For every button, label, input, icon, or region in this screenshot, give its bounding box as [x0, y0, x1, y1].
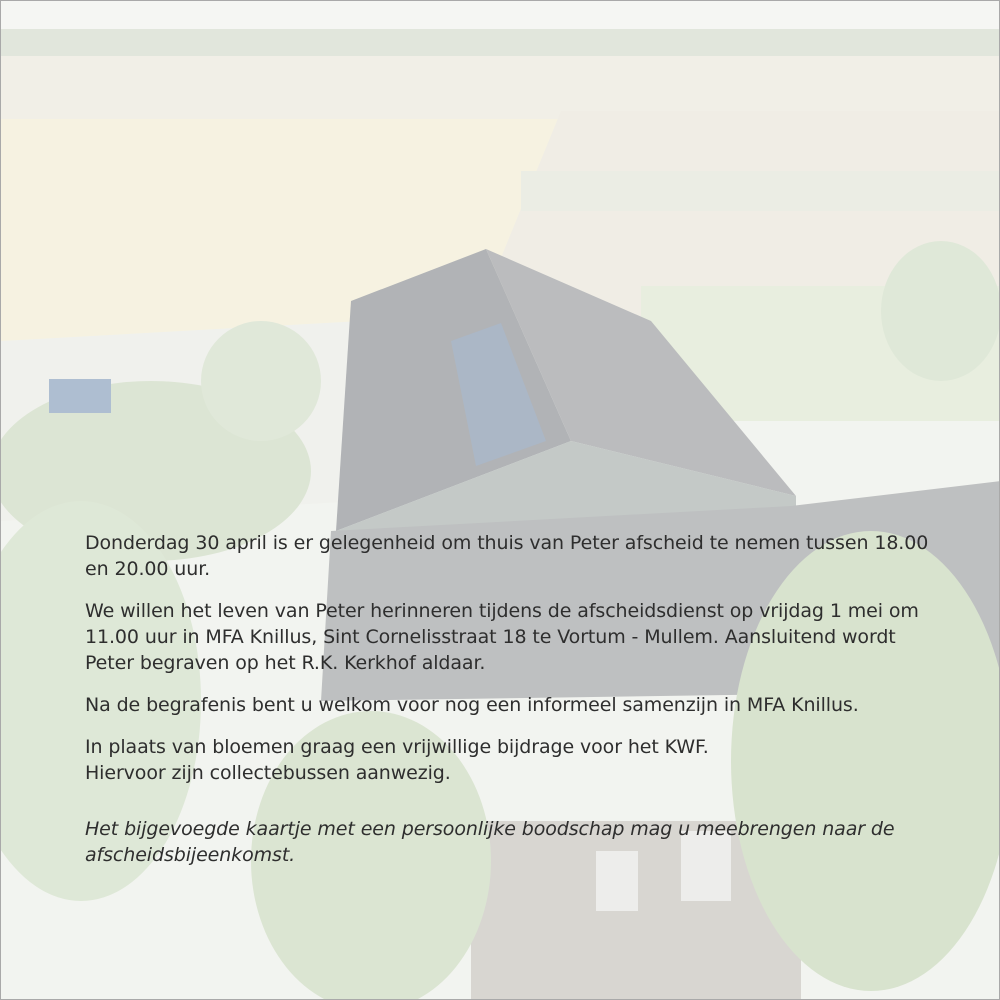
- paragraph-visitation: Donderdag 30 april is er gelegenheid om thuis van Peter afscheid te nemen tussen 18.00 en 20.00 uur.: [85, 532, 929, 580]
- paragraph-service: We willen het leven van Peter herinneren tijdens de afscheidsdienst op vrijdag 1 mei om 11.00 uur in MFA Knillus, Sint Cornelisstraat 18 te Vortum - Mullem. Aansluitend wordt Peter begraven op het R.K. Kerkhof aldaar.: [85, 600, 919, 674]
- paragraph-gathering: Na de begrafenis bent u welkom voor nog een informeel samenzijn in MFA Knillus.: [85, 694, 859, 716]
- paragraph-donation: In plaats van bloemen graag een vrijwillige bijdrage voor het KWF. Hiervoor zijn collectebussen aanwezig.: [85, 736, 709, 784]
- message-text: [85, 530, 945, 884]
- paragraph-card-note: Het bijgevoegde kaartje met een persoonlijke boodschap mag u meebrengen naar de afscheidsbijeenkomst.: [85, 818, 895, 866]
